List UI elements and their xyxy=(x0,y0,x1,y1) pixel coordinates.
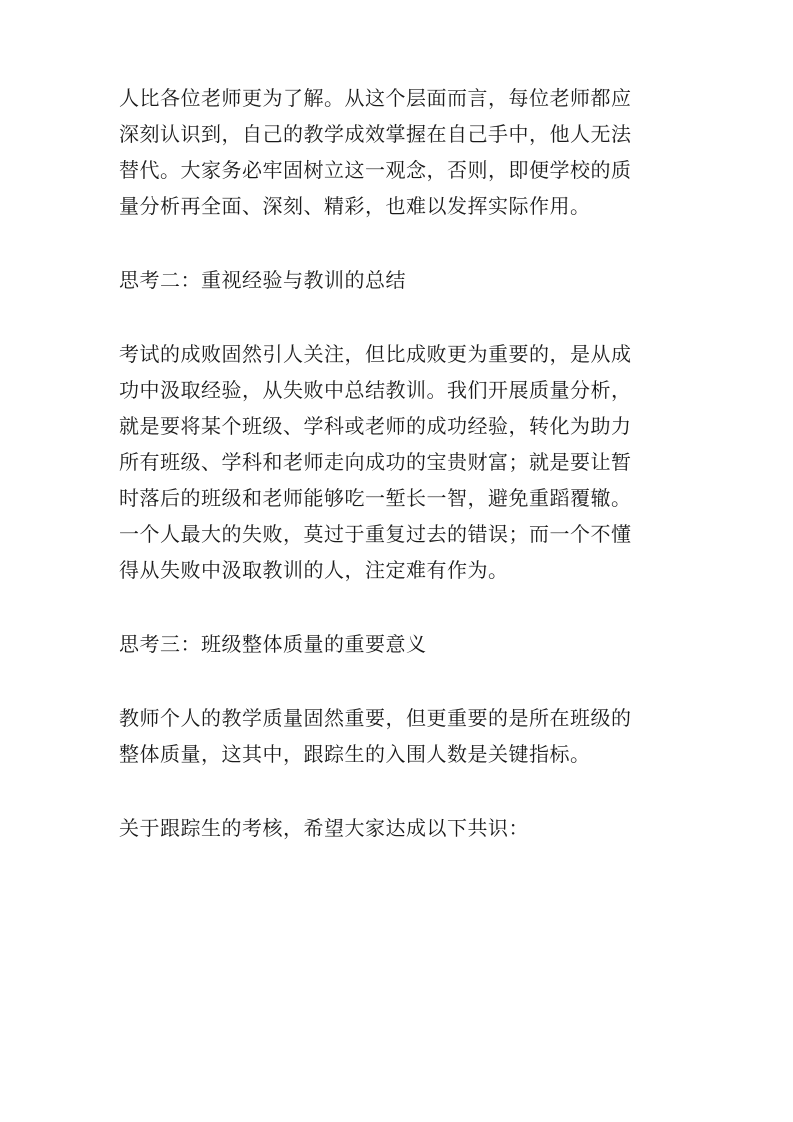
paragraph-tracking-students: 关于跟踪生的考核，希望大家达成以下共识： xyxy=(119,816,529,840)
document-body xyxy=(119,80,679,884)
section-heading-2: 思考二：重视经验与教训的总结 xyxy=(119,268,406,292)
paragraph-class-quality: 教师个人的教学质量固然重要，但更重要的是所在班级的 整体质量，这其中，跟踪生的入围人数是关键指标。 xyxy=(119,706,632,766)
paragraph-experience-lessons: 考试的成败固然引人关注，但比成败更为重要的，是从成 功中汲取经验，从失败中总结教训。我们开展质量分析， 就是要将某个班级、学科或老师的成功经验，转化为助力 所有班级、学科和老师走向成功的宝贵财富；就是要让暂 时落后的班级和老师能够吃一堑长一智，避免重蹈覆辙。 一个人最大的失败，莫过于重复过去的错误；而一个不懂 得从失败中汲取教训的人，注定难有作为。 xyxy=(119,342,632,582)
section-heading-3: 思考三：班级整体质量的重要意义 xyxy=(119,632,427,656)
paragraph-intro-continuation: 人比各位老师更为了解。从这个层面而言，每位老师都应 深刻认识到，自己的教学成效掌握在自己手中，他人无法 替代。大家务必牢固树立这一观念，否则，即便学校的质 量分析再全面、深刻、精彩，也难以发挥实际作用。 xyxy=(119,86,632,218)
